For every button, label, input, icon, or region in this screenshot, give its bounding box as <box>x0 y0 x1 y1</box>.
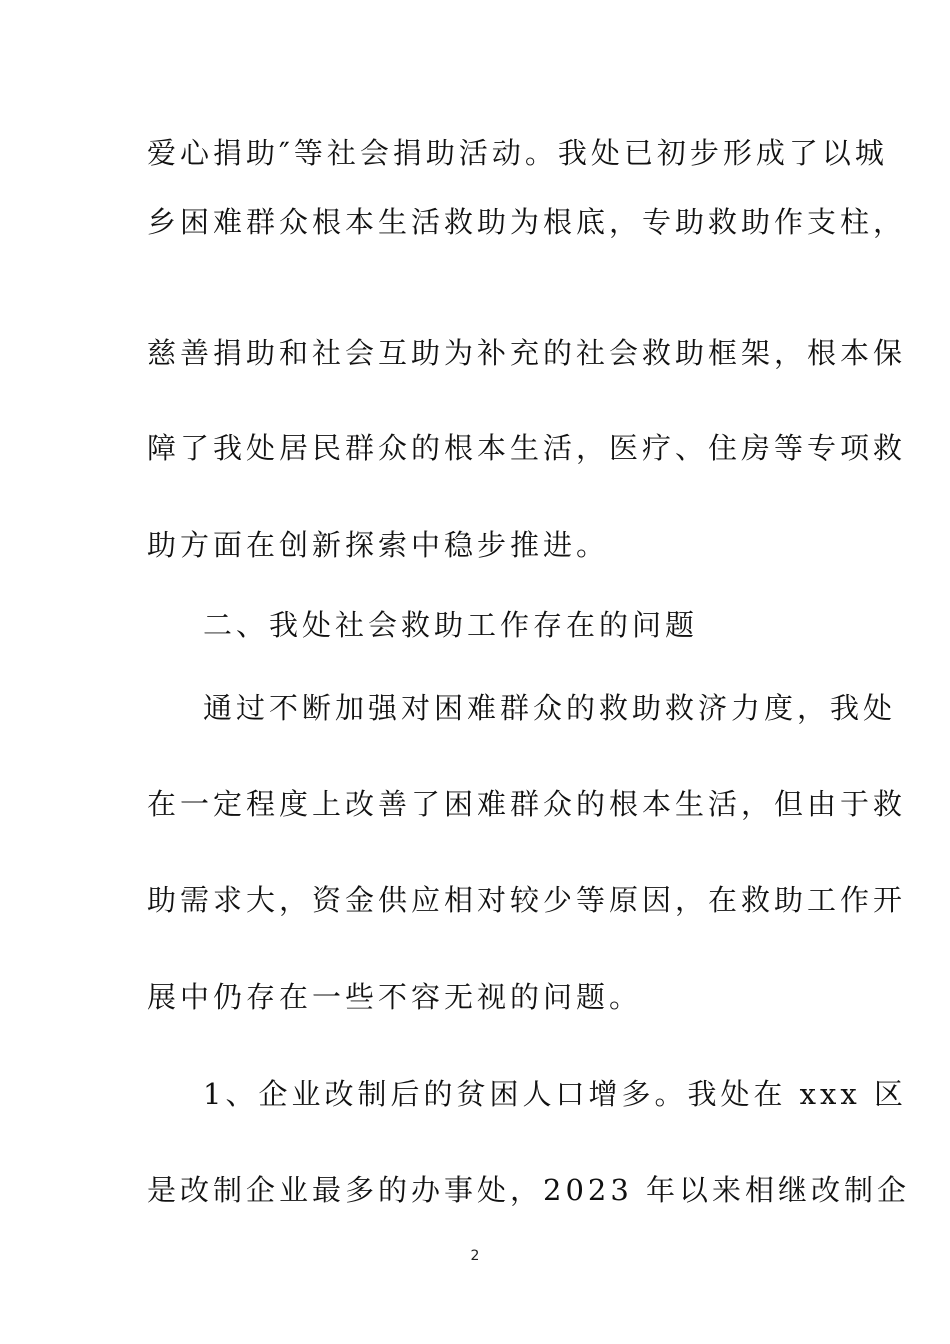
body-text-line: 助需求大，资金供应相对较少等原因，在救助工作开 <box>147 883 907 917</box>
page-number: 2 <box>470 1248 480 1264</box>
body-text-line: 慈善捐助和社会互助为补充的社会救助框架，根本保 <box>147 336 907 370</box>
section-heading: 二、我处社会救助工作存在的问题 <box>203 608 699 642</box>
body-text-line: 在一定程度上改善了困难群众的根本生活，但由于救 <box>147 787 907 821</box>
body-text-line: 通过不断加强对困难群众的救助救济力度，我处 <box>203 691 897 725</box>
body-text-line: 爱心捐助″等社会捐助活动。我处已初步形成了以城 <box>147 136 888 170</box>
body-text-line: 障了我处居民群众的根本生活，医疗、住房等专项救 <box>147 431 907 465</box>
body-text-line: 展中仍存在一些不容无视的问题。 <box>147 980 643 1014</box>
body-text-line: 乡困难群众根本生活救助为根底，专助救助作支柱， <box>147 205 907 239</box>
body-text-line: 1、企业改制后的贫困人口增多。我处在 xxx 区 <box>203 1077 907 1111</box>
body-text-line: 是改制企业最多的办事处，2023 年以来相继改制企 <box>147 1173 911 1207</box>
body-text-line: 助方面在创新探索中稳步推进。 <box>147 528 610 562</box>
